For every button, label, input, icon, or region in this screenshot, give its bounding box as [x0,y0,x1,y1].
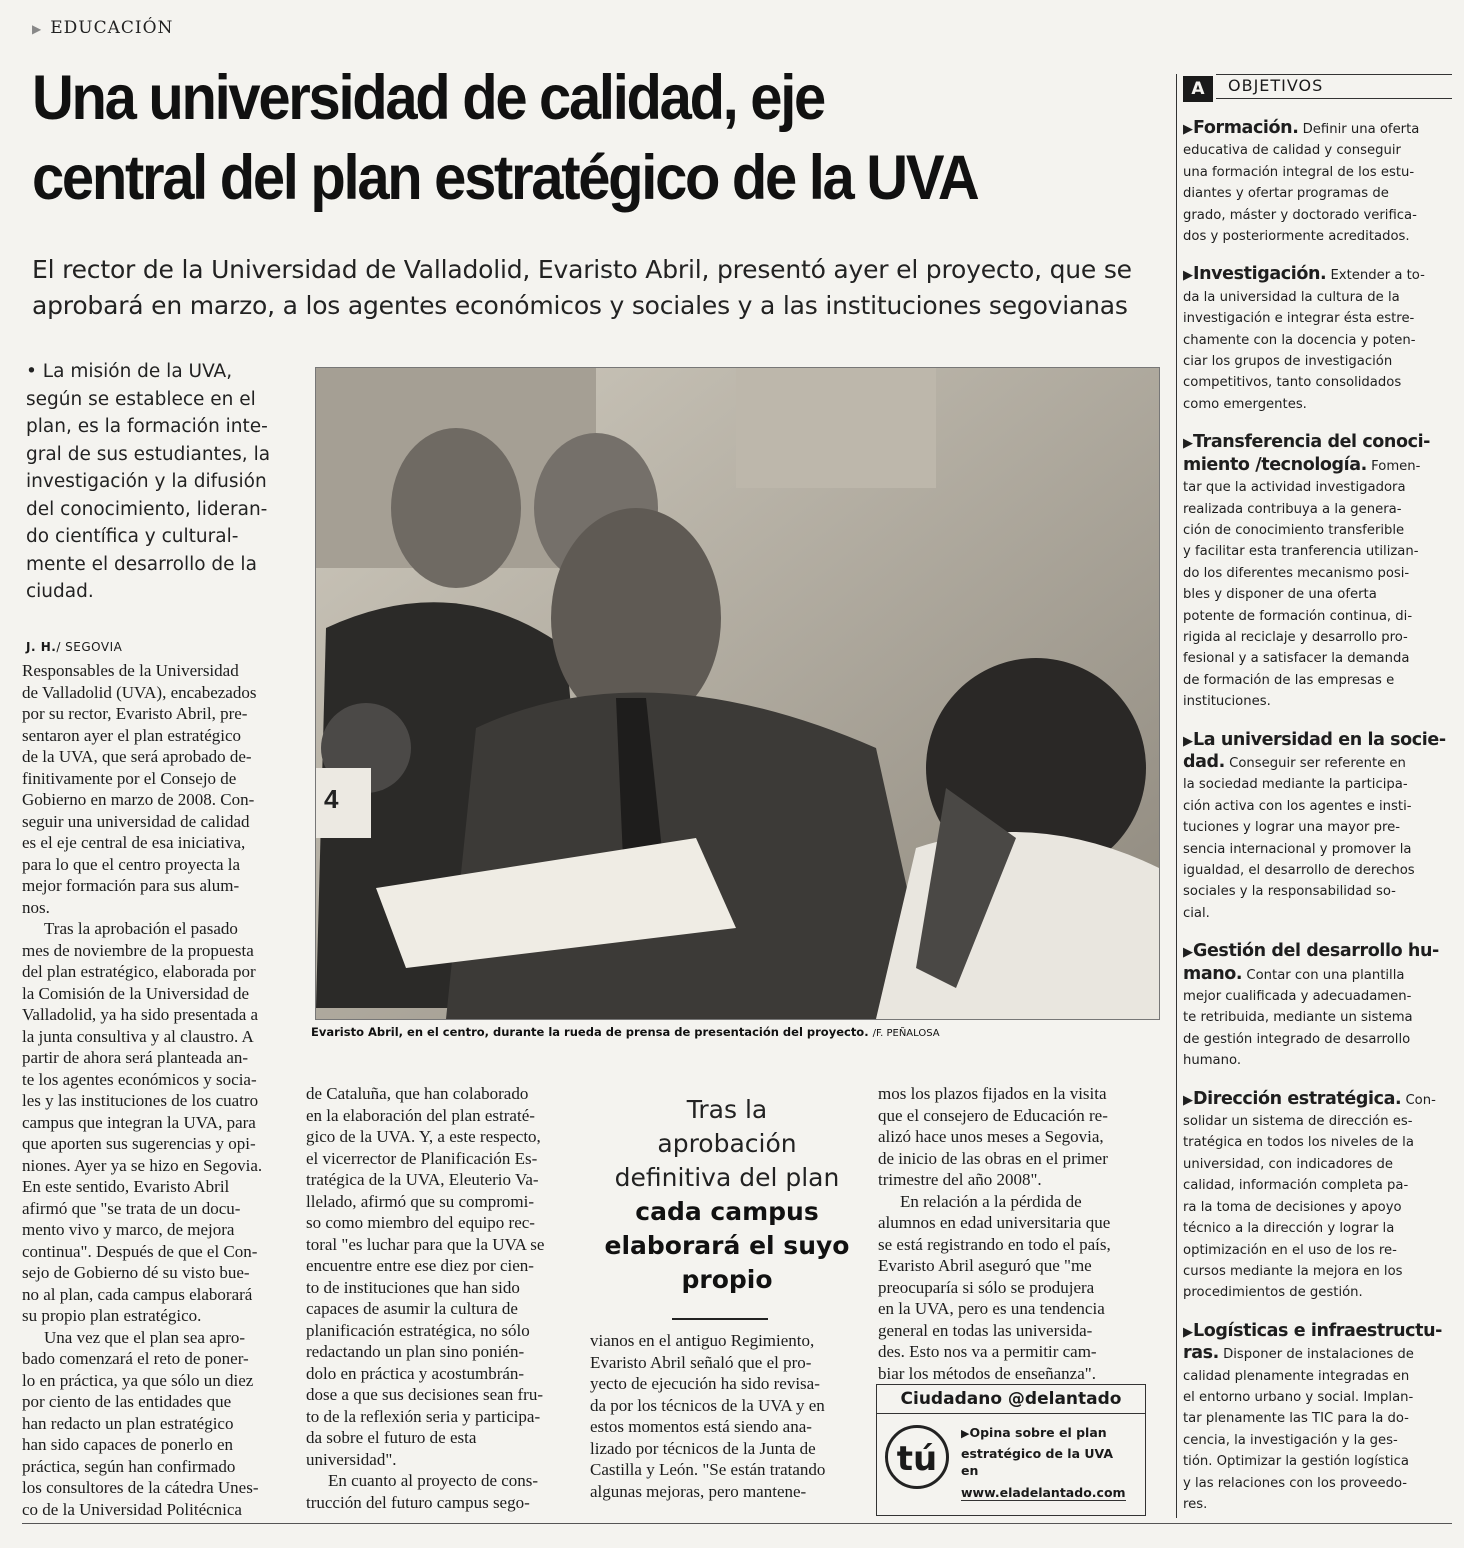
objetivo-text: dos y posteriormente acreditados. [1183,229,1410,245]
objetivo-line [1183,432,1453,454]
body-line: que el consejero de Educación re- [878,1105,1108,1125]
objetivo-text: potente de formación continua, di- [1183,608,1413,624]
body-line: campus que integran la UVA, para [22,1112,256,1132]
body-line: seguir una universidad de calidad [22,811,250,831]
section-bullet-icon: ▶ [32,22,43,36]
objetivo-item [1183,432,1453,712]
arrow-right-icon: ▶ [1183,1092,1193,1108]
body-line: En relación a la pérdida de [900,1191,1082,1211]
body-line: afirmó que "se trata de un docu- [22,1198,241,1218]
ciudadano-line: estratégico de la UVA [961,1446,1114,1461]
pull-quote-rule [672,1318,768,1320]
objetivo-item [1183,1321,1453,1516]
ciudadano-box[interactable] [876,1384,1146,1516]
objetivo-text: da la universidad la cultura de la [1183,289,1400,305]
body-line: to de instituciones que han sido [306,1277,520,1297]
body-line: mejor formación para sus alum- [22,876,240,895]
body-column-2 [306,1083,572,1513]
body-line: por su rector, Evaristo Abril, pre- [22,704,248,723]
objetivo-text: calidad plenamente integradas en [1183,1368,1410,1384]
body-line: niones. Ayer ya se hizo en Segovia. [22,1155,263,1175]
headline-line: central del plan estratégico de la UVA [32,143,978,213]
body-line: lo en práctica, ya que sólo un diez [22,1370,254,1390]
objetivo-text: tión. Optimizar la gestión logística [1183,1454,1409,1470]
body-line: te los agentes económicos y socia- [22,1069,257,1089]
objetivo-text: res. [1183,1496,1208,1512]
body-line: su propio plan estratégico. [22,1306,202,1325]
arrow-right-icon: ▶ [1183,436,1193,452]
headline-line: Una universidad de calidad, eje [32,63,824,133]
objetivo-text: te retribuida, mediante un sistema [1183,1010,1413,1026]
sidebar-title-rule [1216,98,1452,99]
arrow-right-icon: ▶ [1183,1324,1193,1340]
press-conference-photo [315,367,1160,1020]
body-line: les y las instituciones de los cuatro [22,1091,259,1110]
body-line: práctica, según han confirmado [22,1456,236,1476]
body-line: Gobierno en marzo de 2008. Con- [22,790,255,809]
objetivo-item [1183,1089,1453,1304]
objetivo-text: Definir una oferta [1302,122,1420,137]
objetivo-text: do los diferentes mecanismo posi- [1183,565,1410,581]
body-line: Responsables de la Universidad [22,661,239,680]
body-line: por ciento de las entidades que [22,1392,232,1411]
body-line: tratégica de la UVA, Eleuterio Va- [306,1170,539,1189]
objetivo-text: Extender a to- [1330,268,1425,284]
lede-line: mente el desarrollo de la [26,553,257,575]
ciudadano-title: Ciudadano @delantado [877,1385,1145,1414]
objetivo-heading: Formación. [1193,118,1299,138]
objetivo-text: educativa de calidad y conseguir [1183,143,1401,159]
body-line: trimestre del año 2008". [878,1170,1042,1189]
objetivo-text: Contar con una plantilla [1246,967,1405,983]
objetivo-line [1183,1321,1453,1343]
subhead-line: El rector de la Universidad de Valladolid, Evaristo Abril, presentó ayer el proyecto, que se [32,255,1132,284]
body-line: preocuparía si sólo se produjera [878,1277,1095,1297]
body-line: alizó hace unos meses a Segovia, [878,1127,1104,1146]
body-line: Evaristo Abril aseguró que "me [878,1256,1092,1275]
body-line: Castilla y León. "Se están tratando [590,1460,826,1479]
ciudadano-line: Opina sobre el plan [969,1425,1107,1440]
body-line: han sido capaces de ponerlo en [22,1435,233,1454]
body-line: en la UVA, pero es una tendencia [878,1299,1105,1318]
ciudadano-line: en [961,1463,979,1478]
objetivo-heading: Logísticas e infraestructu- [1193,1320,1443,1341]
objetivo-text: humano. [1183,1053,1242,1069]
caption-text: Evaristo Abril, en el centro, durante la rueda de prensa de presentación del proyecto. [311,1025,869,1039]
objetivo-item [1183,118,1453,247]
arrow-right-icon: ▶ [1183,733,1193,749]
body-line: co de la Universidad Politécnica [22,1499,242,1519]
objetivo-text: mejor cualificada y adecuadamen- [1183,989,1412,1005]
body-line: de Valladolid (UVA), encabezados [22,682,257,702]
sidebar-title: OBJETIVOS [1228,76,1324,95]
objetivo-text: Conseguir ser referente en [1229,755,1406,771]
objetivo-text: sociales y la responsabilidad so- [1183,884,1396,900]
objetivo-text: procedimientos de gestión. [1183,1285,1363,1301]
body-line: toral "es luchar para que la UVA se [306,1234,545,1254]
body-line: es el eje central de esa iniciativa, [22,833,246,852]
body-line: del plan estratégico, elaborada por [22,962,256,981]
photo-illustration [316,368,1159,1019]
objetivo-text: tar plenamente las TIC para la do- [1183,1411,1409,1427]
body-line: la Comisión de la Universidad de [22,983,250,1003]
pull-quote [604,1083,850,1297]
objetivo-line [1183,730,1453,752]
section-label: EDUCACIÓN [50,18,174,38]
body-line: Valladolid, ya ha sido presentada a [22,1005,259,1024]
arrow-right-icon: ▶ [1183,122,1193,137]
objetivo-item [1183,941,1453,1071]
pull-quote-line: Tras la [686,1095,768,1124]
objetivo-text: y las relaciones con los proveedo- [1183,1475,1408,1491]
ciudadano-text [961,1423,1139,1464]
body-line: to de la reflexión seria y participa- [306,1406,541,1426]
body-line: trucción del futuro campus sego- [306,1492,530,1512]
body-line: finitivamente por el Consejo de [22,768,237,788]
objetivo-line [1183,964,1453,986]
body-line: dolo en práctica y acostumbrán- [306,1363,525,1383]
objetivo-text: rigida al reciclaje y desarrollo pro- [1183,629,1408,645]
pull-quote-line: definitiva del plan [614,1163,840,1192]
objetivo-item [1183,730,1453,925]
headline [32,58,1072,218]
caption-credit: /F. PEÑALOSA [872,1028,940,1039]
lede [26,358,286,606]
lede-line: gral de sus estudiantes, la [26,443,271,465]
objetivo-text: el entorno urbano y social. Implan- [1183,1389,1414,1405]
body-line: bado comenzará el reto de poner- [22,1349,249,1368]
section-tag [32,18,173,38]
lede-line: plan, es la formación inte- [26,416,268,437]
objetivo-text: tratégica en todos los niveles de la [1183,1135,1414,1151]
objetivo-text: Disponer de instalaciones de [1223,1347,1414,1363]
tu-logo-icon: tú [885,1425,949,1489]
body-line: no al plan, cada campus elaborará [22,1284,253,1304]
body-line: capaces de asumir la cultura de [306,1299,518,1318]
objetivo-text: chamente con la docencia y poten- [1183,332,1416,348]
body-line: en la elaboración del plan estraté- [306,1105,535,1125]
objetivo-text: bles y disponer de una oferta [1183,587,1377,603]
body-line: de Cataluña, que han colaborado [306,1084,529,1103]
body-line: so como miembro del equipo rec- [306,1213,535,1232]
objetivo-text: universidad, con indicadores de [1183,1156,1393,1172]
objetivo-text: ción de conocimiento transferible [1183,522,1405,538]
objetivo-heading: miento /tecnología. [1183,454,1367,475]
body-line: dose a que sus decisiones sean fru- [306,1385,543,1404]
objetivo-line [1183,118,1453,140]
lede-line: del conocimiento, lideran- [26,498,268,520]
body-line: da sobre el futuro de esta [306,1428,477,1447]
pull-quote-light [604,1083,850,1195]
objetivo-text: de gestión integrado de desarrollo [1183,1031,1411,1047]
objetivo-text: una formación integral de los estu- [1183,164,1415,180]
arrow-right-icon: ▶ [1183,268,1193,284]
body-line: universidad". [306,1449,397,1469]
body-line: Tras la aprobación el pasado [44,919,238,938]
body-line: sentaron ayer el plan estratégico [22,725,242,745]
objetivo-item [1183,264,1453,415]
objetivo-text: como emergentes. [1183,396,1307,412]
body-column-3 [590,1330,856,1502]
objetivo-text: calidad, información completa pa- [1183,1178,1409,1194]
lede-line: según se establece en el [26,388,256,410]
body-line: mos los plazos fijados en la visita [878,1084,1107,1103]
objetivo-text: y facilitar esta tranferencia utilizan- [1183,544,1419,560]
objetivo-heading: Investigación. [1193,264,1327,285]
body-line: los consultores de la cátedra Unes- [22,1478,259,1497]
objetivo-heading: Dirección estratégica. [1193,1088,1402,1109]
lede-line: investigación y la difusión [26,471,267,492]
body-line: des. Esto nos va a permitir cam- [878,1342,1097,1361]
objetivo-text: optimización en el uso de los re- [1183,1242,1397,1258]
objetivo-text: ción activa con los agentes e insti- [1183,798,1412,814]
objetivo-line [1183,941,1453,963]
objetivo-text: cial. [1183,905,1210,921]
objetivo-text: Con- [1405,1092,1436,1108]
body-line: el vicerrector de Planificación Es- [306,1148,538,1168]
subhead [32,252,1162,324]
byline-place: / SEGOVIA [56,640,123,654]
body-line: En cuanto al proyecto de cons- [328,1471,539,1490]
lede-line: do científica y cultural- [26,526,239,547]
objetivo-heading: Transferencia del conoci- [1193,432,1431,453]
objetivo-text: cursos mediante la mejora en los [1183,1263,1403,1279]
body-line: lizado por técnicos de la Junta de [590,1438,816,1458]
objetivo-line [1183,1089,1453,1111]
body-line: algunas mejoras, pero mantene- [590,1481,807,1501]
objetivo-heading: mano. [1183,963,1243,984]
sidebar-top-rule [1216,74,1452,75]
body-line: Una vez que el plan sea apro- [44,1327,246,1347]
body-line: En este sentido, Evaristo Abril [22,1177,230,1196]
objetivos-logo-icon: A [1183,76,1213,102]
lede-line: ciudad. [26,581,94,602]
objetivo-text: igualdad, el desarrollo de derechos [1183,863,1415,878]
objetivo-text: diantes y ofertar programas de [1183,186,1389,202]
body-line: mento vivo y marco, de mejora [22,1220,235,1239]
body-line: encuentre entre ese diez por cien- [306,1256,534,1275]
pull-quote-line: cada campus [635,1197,819,1226]
objetivo-text: la sociedad mediante la participa- [1183,777,1408,793]
pull-quote-bold [604,1195,850,1297]
body-line: llelado, afirmó que su compromi- [306,1191,535,1211]
body-column-4 [878,1083,1148,1384]
objetivo-text: tar que la actividad investigadora [1183,480,1406,496]
objetivo-text: sencia internacional y promover la [1183,841,1412,857]
body-line: yecto de ejecución ha sido revisa- [590,1374,820,1393]
body-line: da por los técnicos de la UVA y en [590,1395,825,1415]
pull-quote-line: aprobación [657,1129,797,1158]
objetivo-text: realizada contribuya a la genera- [1183,501,1402,517]
objetivo-text: ciar los grupos de investigación [1183,354,1393,370]
lede-line: • La misión de la UVA, [26,361,233,382]
body-line: han redacto un plan estratégico [22,1413,234,1433]
body-line: partir de ahora será planteada an- [22,1048,249,1067]
pull-quote-line: propio [681,1265,773,1294]
body-column-1 [22,660,288,1520]
body-line: sejo de Gobierno dé su visto bue- [22,1263,250,1282]
objetivo-heading: dad. [1183,751,1225,772]
objetivo-text: grado, máster y doctorado verifica- [1183,207,1417,223]
body-line: planificación estratégica, no sólo [306,1320,530,1340]
body-line: se está registrando en todo el país, [878,1234,1111,1254]
objetivo-text: cencia, la investigación y la ges- [1183,1432,1398,1448]
body-line: gico de la UVA. Y, a este respecto, [306,1127,541,1146]
arrow-right-icon: ▶ [961,1427,970,1440]
svg-text:4: 4 [324,784,339,814]
body-line: vianos en el antiguo Regimiento, [590,1331,815,1350]
objetivo-text: competitivos, tanto consolidados [1183,375,1402,391]
body-line: estos momentos está siendo ana- [590,1417,812,1436]
body-line: biar los métodos de enseñanza". [878,1363,1096,1383]
body-line: de inicio de las obras en el primer [878,1148,1108,1168]
objetivo-text: de formación de las empresas e [1183,672,1395,688]
objetivo-line [1183,752,1453,774]
objetivo-text: tuciones y lograr una mayor pre- [1183,820,1401,836]
objetivo-text: ra la toma de decisiones y apoyo [1183,1199,1402,1215]
arrow-right-icon: ▶ [1183,945,1193,961]
body-line: Evaristo Abril señaló que el pro- [590,1352,812,1372]
photo-caption [311,1025,940,1039]
body-line: que aporten sus sugerencias y opi- [22,1134,256,1153]
objetivo-heading: Gestión del desarrollo hu- [1193,941,1439,962]
objetivo-line [1183,1343,1453,1365]
objetivo-text: instituciones. [1183,694,1271,710]
objetivo-heading: La universidad en la socie- [1193,729,1446,750]
body-line: alumnos en edad universitaria que [878,1213,1111,1232]
pull-quote-line: elaborará el suyo [604,1231,850,1260]
objetivo-text: fesional y a satisfacer la demanda [1183,651,1410,667]
body-line: la junta consultiva y al claustro. A [22,1026,254,1046]
objetivo-text: Fomen- [1371,458,1421,474]
byline-author: J. H. [26,640,57,654]
objetivo-text: investigación e integrar ésta estre- [1183,311,1415,327]
body-line: redactando un plan sino ponién- [306,1342,525,1361]
objetivo-line [1183,455,1453,477]
objetivo-text: técnico a la dirección y lograr la [1183,1221,1395,1237]
body-line: general en todas las universida- [878,1320,1093,1340]
sidebar-divider [1176,74,1177,1518]
body-line: para lo que el centro proyecta la [22,854,241,874]
page-bottom-rule [22,1523,1452,1524]
ciudadano-url-link[interactable]: www.eladelantado.com [961,1485,1126,1500]
byline [26,640,122,654]
body-line: mes de noviembre de la propuesta [22,940,254,960]
subhead-line: aprobará en marzo, a los agentes económicos y sociales y a las instituciones segovianas [32,291,1128,320]
objetivo-text: solidar un sistema de dirección es- [1183,1114,1413,1130]
objetivos-sidebar [1183,118,1453,1532]
body-line: continua". Después de que el Con- [22,1241,258,1261]
objetivo-line [1183,264,1453,286]
body-line: nos. [22,897,50,917]
objetivo-heading: ras. [1183,1343,1219,1364]
body-line: de la UVA, que será aprobado de- [22,747,252,766]
